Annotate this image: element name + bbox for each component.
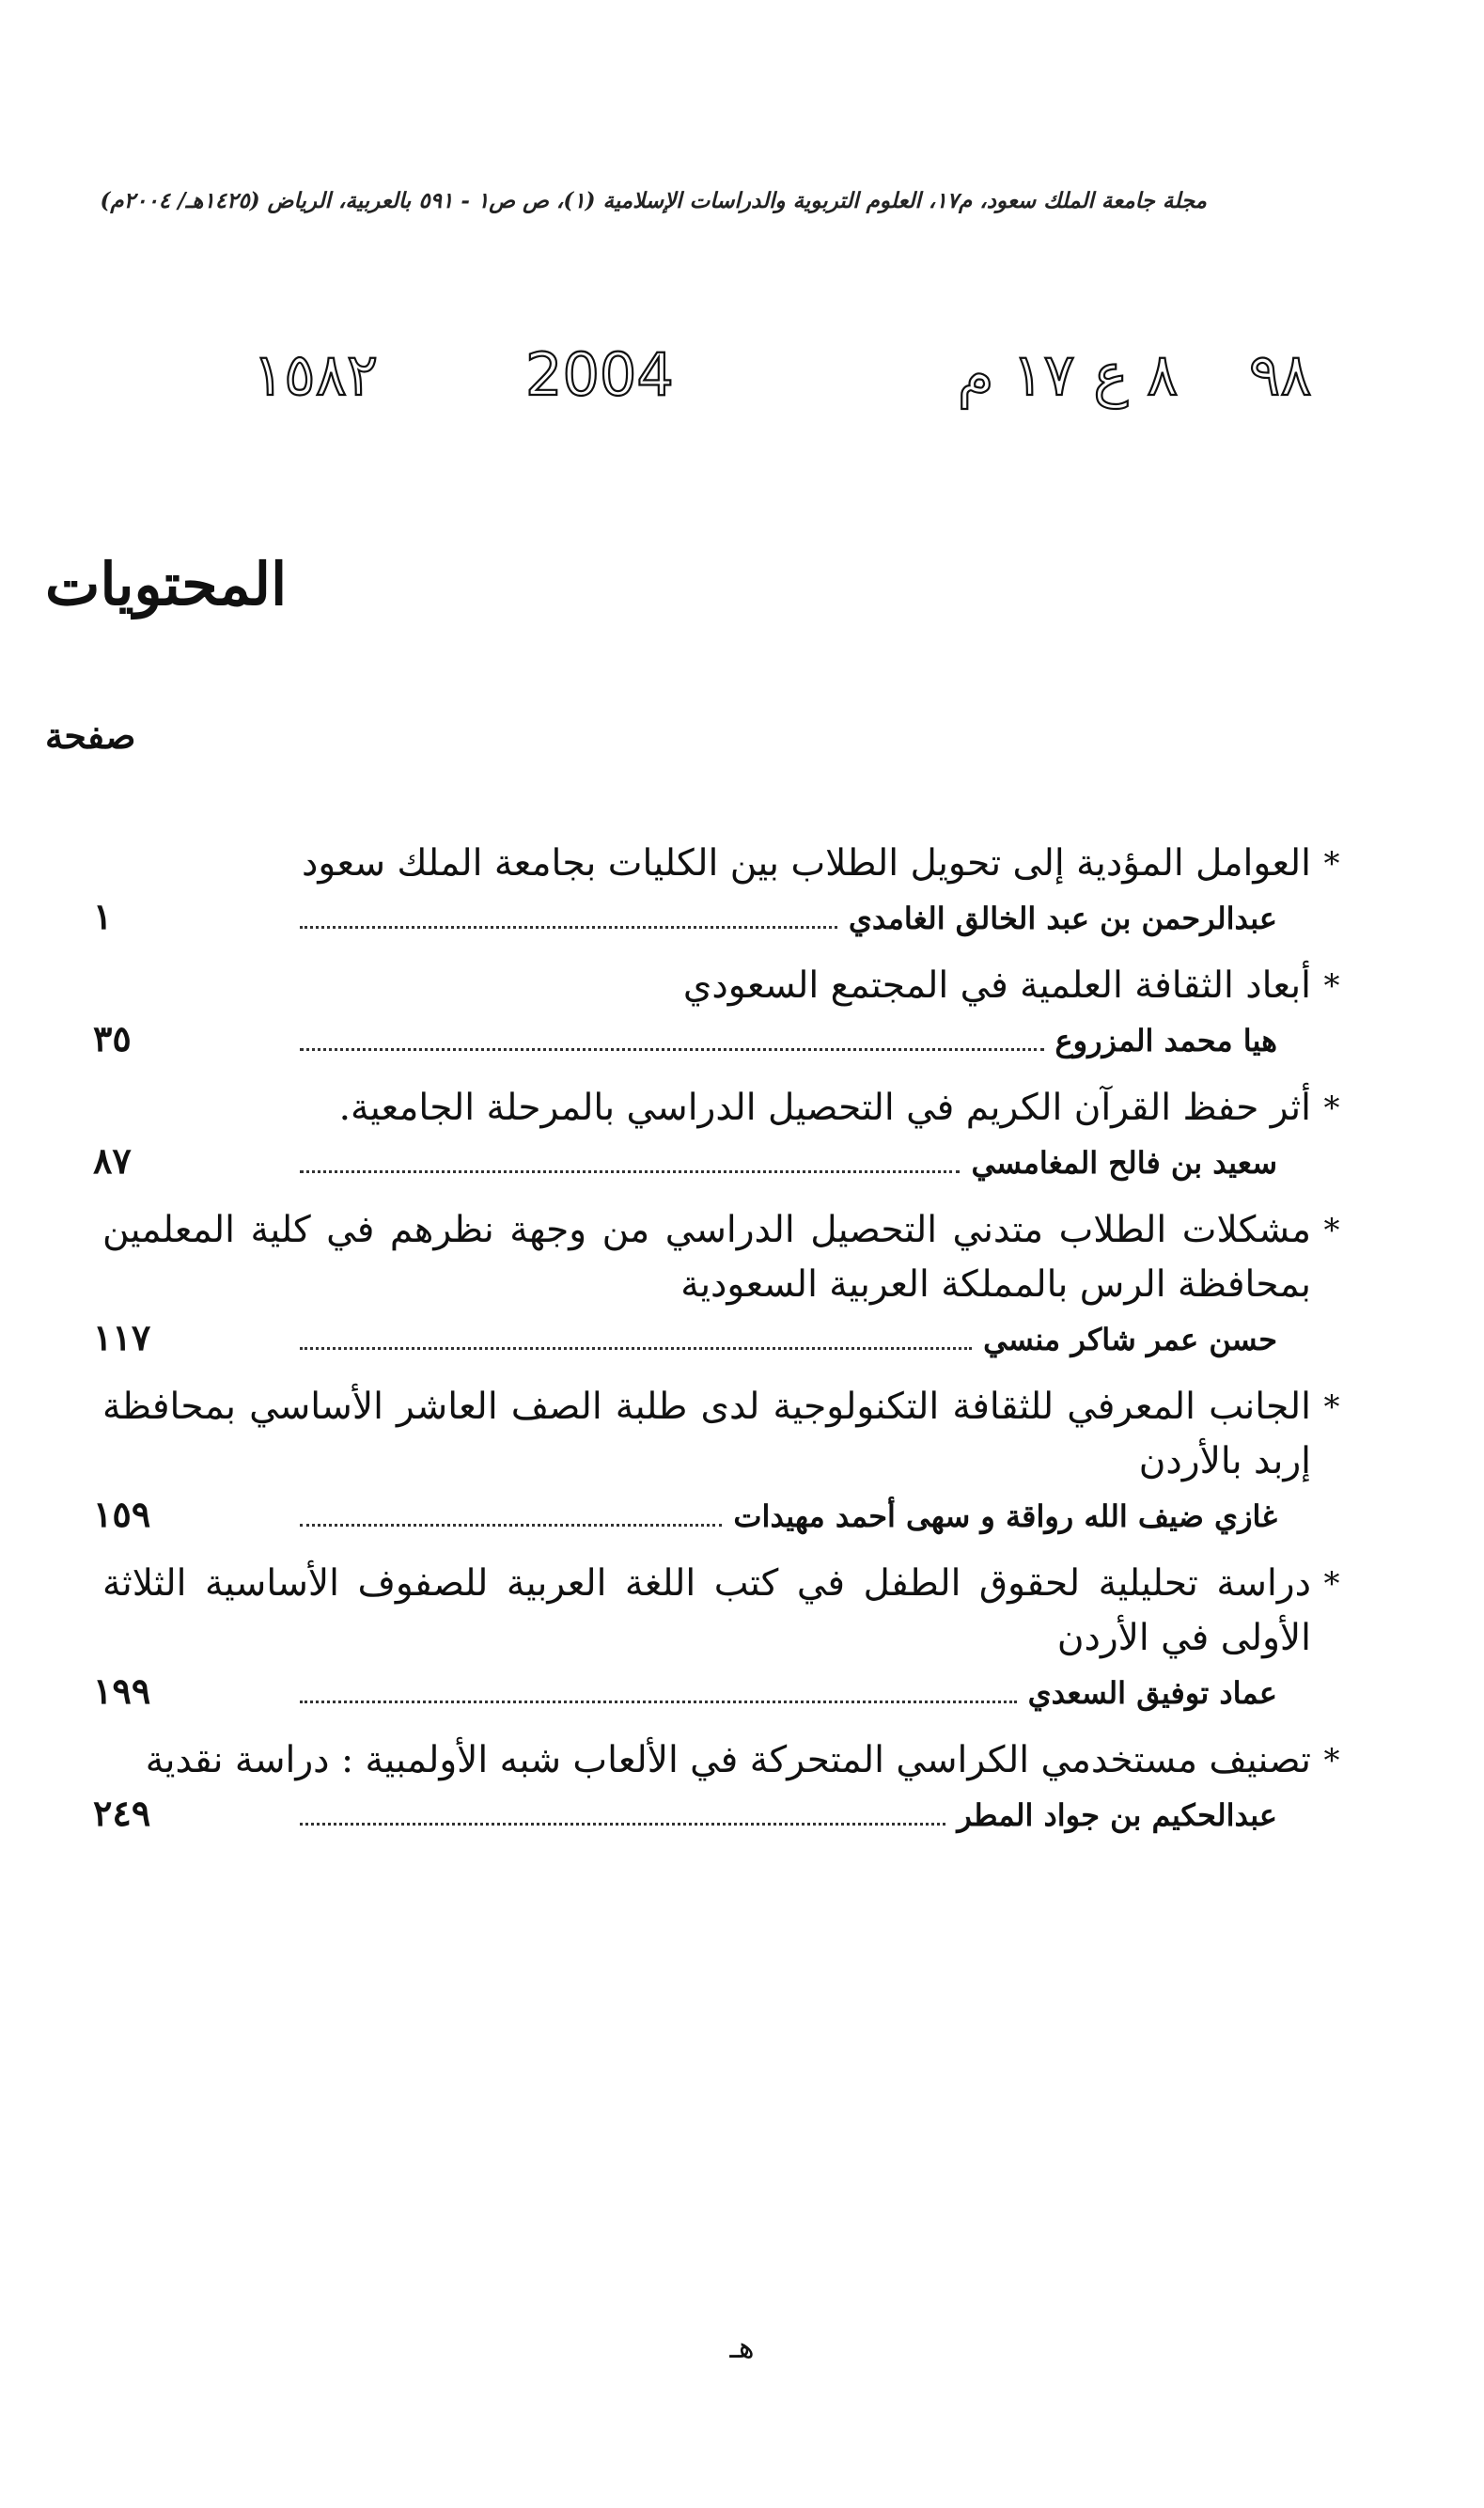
toc-entry-title-row — [93, 837, 1352, 891]
toc-entry-title-row — [93, 1203, 1352, 1312]
dot-leader — [300, 926, 837, 929]
toc-entry-page: ١٥٩ — [93, 1493, 151, 1535]
bullet-star: * — [1323, 1565, 1340, 1603]
journal-header-line: مجلة جامعة الملك سعود، م١٧، العلوم التربوية والدراسات الإسلامية (١)، ص ص١ - ٥٩١ بالعربية، الرياض (١٤٢٥هـ/ ٢٠٠٤م) — [100, 188, 1207, 213]
toc-entry-author: هيا محمد المزروع — [1054, 1023, 1277, 1058]
toc-entry — [93, 1733, 1352, 1850]
bullet-star: * — [1323, 1388, 1340, 1426]
handwritten-part-3: 2004 — [525, 340, 674, 409]
toc-entry — [93, 1557, 1352, 1728]
toc-entry-title-row — [93, 1733, 1352, 1788]
bullet-star: * — [1323, 845, 1340, 883]
bullet-star: * — [1323, 1089, 1340, 1127]
toc-entry-page: ٨٧ — [93, 1139, 132, 1182]
toc-entry-page: ١١٧ — [93, 1316, 151, 1358]
dot-leader — [300, 1701, 1017, 1703]
toc-entry-author: عبدالحكيم بن جواد المطر — [957, 1797, 1277, 1833]
toc-author-row — [93, 895, 1352, 953]
toc-entry-author: عماد توفيق السعدي — [1027, 1675, 1277, 1711]
bullet-star: * — [1323, 1212, 1340, 1249]
toc-entry-author: عبدالرحمن بن عبد الخالق الغامدي — [848, 901, 1277, 936]
toc-entry — [93, 1081, 1352, 1198]
bullet-star: * — [1323, 967, 1340, 1005]
handwritten-note-graphic — [149, 320, 1312, 423]
toc-author-row — [93, 1792, 1352, 1850]
toc-author-row — [93, 1669, 1352, 1728]
toc-entry-title: دراسة تحليلية لحقوق الطفل في كتب اللغة العربية للصفوف الأساسية الثلاثة الأولى في الأردن — [102, 1562, 1311, 1659]
toc-entry-author: حسن عمر شاكر منسي — [983, 1322, 1277, 1357]
toc-entry-title-row — [93, 1380, 1352, 1489]
toc-entry-title: تصنيف مستخدمي الكراسي المتحركة في الألعاب شبه الأولمبية : دراسة نقدية — [145, 1739, 1311, 1781]
handwritten-note — [149, 320, 1312, 423]
dot-leader — [300, 1524, 722, 1527]
handwritten-part-2: ٨ ع ١٧ م — [958, 340, 1179, 409]
toc-entry-page: ١٩٩ — [93, 1669, 151, 1712]
toc-entry — [93, 1380, 1352, 1551]
toc-entry-title: العوامل المؤدية إلى تحويل الطلاب بين الكليات بجامعة الملك سعود — [302, 842, 1311, 885]
dot-leader — [300, 1823, 945, 1826]
handwritten-part-4: ١٥٨٢ — [253, 340, 379, 409]
toc-entry-author: سعيد بن فالح المغامسي — [971, 1145, 1277, 1181]
handwritten-part-1: ٩٨ — [1249, 340, 1312, 409]
toc-entry-page: ١ — [93, 895, 113, 937]
toc-entry-page: ٢٤٩ — [93, 1792, 151, 1834]
toc-author-row — [93, 1139, 1352, 1198]
toc-entry-page: ٣٥ — [93, 1017, 132, 1059]
page-column-label: صفحة — [45, 714, 136, 757]
toc-entry-title-row — [93, 1557, 1352, 1666]
dot-leader — [300, 1347, 972, 1350]
toc-entry-title: مشكلات الطلاب متدني التحصيل الدراسي من وجهة نظرهم في كلية المعلمين بمحافظة الرس بالمملكة العربية السعودية — [102, 1209, 1311, 1306]
bullet-star: * — [1323, 1742, 1340, 1779]
toc-entry-title-row — [93, 959, 1352, 1013]
toc-author-row — [93, 1017, 1352, 1075]
toc-entry — [93, 837, 1352, 953]
page-title: المحتويات — [45, 550, 288, 619]
toc-entry-title: الجانب المعرفي للثقافة التكنولوجية لدى طلبة الصف العاشر الأساسي بمحافظة إربد بالأردن — [102, 1386, 1311, 1482]
page-number-mark: هـ — [729, 2329, 755, 2365]
toc-entry-title: أثر حفظ القرآن الكريم في التحصيل الدراسي بالمرحلة الجامعية. — [338, 1087, 1311, 1129]
toc-entry-author: غازي ضيف الله رواقة و سهى أحمد مهيدات — [733, 1498, 1277, 1534]
table-of-contents — [93, 837, 1352, 1856]
toc-author-row — [93, 1493, 1352, 1551]
toc-entry — [93, 959, 1352, 1075]
dot-leader — [300, 1170, 960, 1173]
toc-entry-title-row — [93, 1081, 1352, 1136]
toc-entry-title: أبعاد الثقافة العلمية في المجتمع السعودي — [682, 964, 1311, 1007]
toc-entry — [93, 1203, 1352, 1374]
toc-author-row — [93, 1316, 1352, 1374]
dot-leader — [300, 1048, 1044, 1051]
